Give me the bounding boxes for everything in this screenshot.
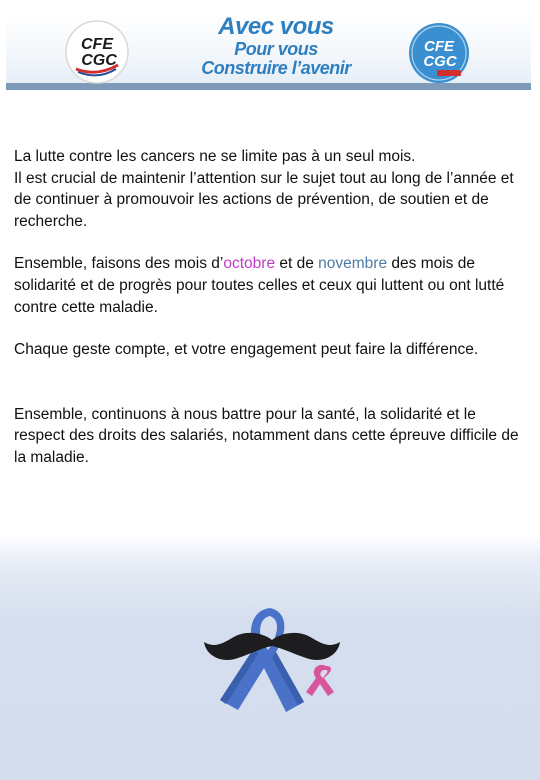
p1-line-2: Il est crucial de maintenir l’attention sur le sujet tout au long de l’année et de continuer à promouvoir les actions de prévention, de soutien et de recherche. [14,169,514,230]
slogan [156,14,396,78]
paragraph-3: Chaque geste compte, et votre engagement peut faire la différence. [14,341,479,359]
p1-line-1: La lutte contre les cancers ne se limite pas à un seul mois. [14,148,416,165]
slogan-line-3: Construire l’avenir [201,58,351,78]
p2-after: des mois de solidarité et de progrès pour toutes celles et ceux qui luttent ou ont lutté contre cette maladie. [14,255,505,316]
logo-left-cgc: CGC [81,52,117,69]
highlight-octobre: octobre [223,255,276,273]
highlight-novembre: novembre [318,255,388,273]
p2-before: Ensemble, faisons des mois d’ [14,255,224,273]
message-body [14,146,529,469]
logo-right-cfe: CFE [424,38,454,55]
spacer [14,232,529,253]
header-banner [6,12,531,90]
cfe-cgc-logo-icon [64,19,130,85]
spacer [14,318,529,339]
slogan-line-1: Avec vous [218,13,334,40]
cfe-cgc-blue-logo-icon [407,21,471,85]
logo-right-cgc: CGC [423,53,457,70]
logo-left-cfe: CFE [81,36,113,53]
paragraph-2 [14,253,529,318]
p2-middle: et de [275,255,319,273]
slogan-line-2: Pour vous [234,39,318,59]
paragraph-1 [14,146,529,232]
blue-ribbon-mustache-pink-ribbon-icon [192,600,352,725]
spacer [14,361,529,404]
paragraph-4: Ensemble, continuons à nous battre pour la santé, la solidarité et le respect des droits des salariés, notamment dans cette épreuve difficile de la maladie. [14,405,519,466]
